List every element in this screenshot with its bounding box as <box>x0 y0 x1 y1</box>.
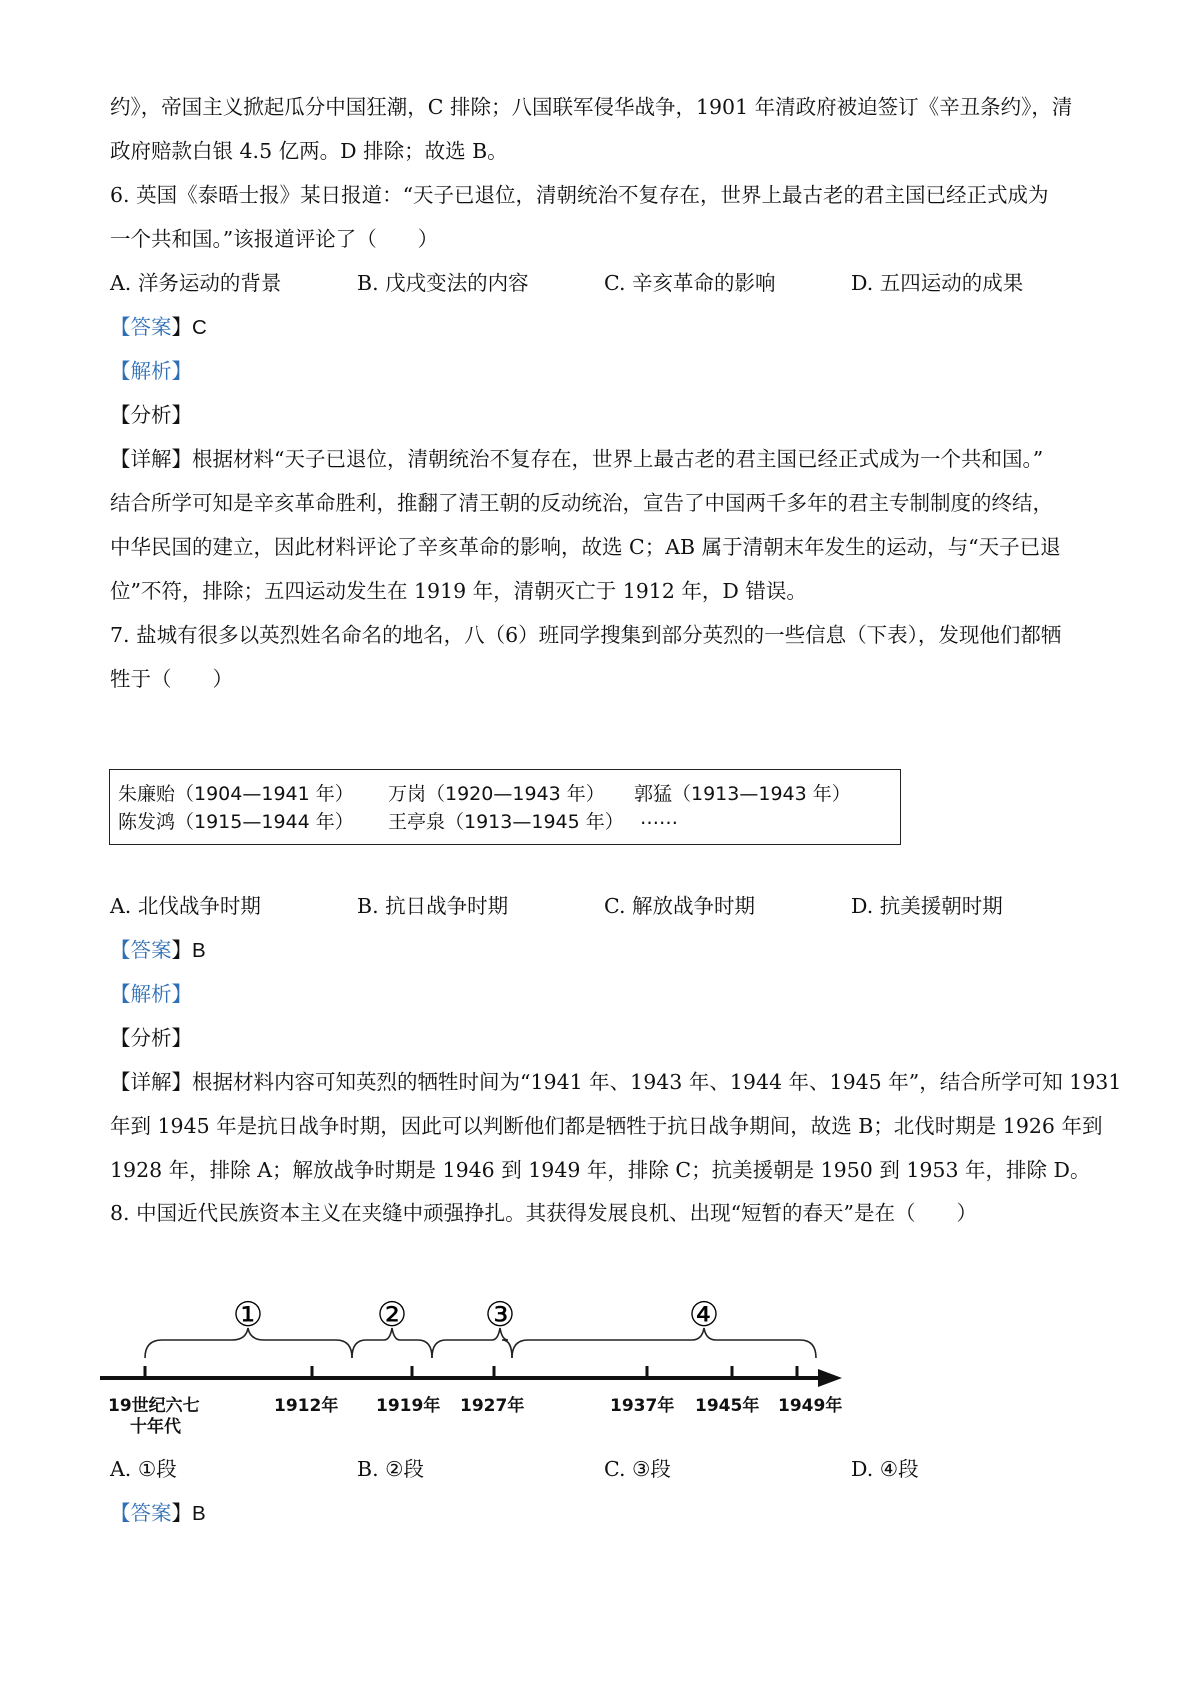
tick-label: 十年代 <box>130 1417 181 1437</box>
table-cell: 王亭泉（1913—1945 年） <box>388 811 624 833</box>
answer-label: 【答案】C <box>110 315 207 339</box>
brace <box>512 1328 816 1358</box>
table-cell: 朱廉贻（1904—1941 年） <box>118 783 354 805</box>
period-label: ④ <box>688 1295 720 1335</box>
option-b: B. ②段 <box>357 1457 424 1481</box>
option-a: A. 北伐战争时期 <box>110 894 261 918</box>
question-8-stem: 8. 中国近代民族资本主义在夹缝中顽强挣扎。其获得发展良机、出现“短暂的春天”是在（ ） <box>110 1201 978 1225</box>
text-line: 位”不符，排除；五四运动发生在 1919 年，清朝灭亡于 1912 年，D 错误。 <box>110 579 807 603</box>
answer-label: 【答案】B <box>110 938 206 962</box>
tick-label: 1937年 <box>610 1396 675 1416</box>
option-d: D. 五四运动的成果 <box>851 271 1024 295</box>
question-7-stem: 牲于（ ） <box>110 667 233 691</box>
text-line: 1928 年，排除 A；解放战争时期是 1946 到 1949 年，排除 C；抗美援朝是 1950 到 1953 年，排除 D。 <box>110 1158 1091 1182</box>
option-d: D. 抗美援朝时期 <box>851 894 1003 918</box>
answer-label: 【答案】B <box>110 1501 206 1525</box>
tick-label: 1945年 <box>695 1396 760 1416</box>
option-a: A. 洋务运动的背景 <box>110 271 282 295</box>
table-cell: 郭猛（1913—1943 年） <box>634 783 851 805</box>
option-c: C. ③段 <box>604 1457 671 1481</box>
detail-line: 【详解】根据材料内容可知英烈的牺牲时间为“1941 年、1943 年、1944 年、1945 年”，结合所学可知 1931 <box>110 1070 1122 1094</box>
period-label: ③ <box>484 1295 516 1335</box>
period-label: ① <box>232 1295 264 1335</box>
option-b: B. 抗日战争时期 <box>357 894 509 918</box>
text-line: 中华民国的建立，因此材料评论了辛亥革命的影响，故选 C；AB 属于清朝末年发生的运动，与“天子已退 <box>110 535 1061 559</box>
table-cell: 陈发鸿（1915—1944 年） <box>118 811 354 833</box>
tick-label: 19世纪六七 <box>108 1396 200 1416</box>
martyrs-table <box>109 769 901 845</box>
question-6-stem: 一个共和国。”该报道评论了（ ） <box>110 227 439 251</box>
option-b: B. 戊戌变法的内容 <box>357 271 529 295</box>
axis-arrow <box>818 1369 842 1387</box>
question-7-stem: 7. 盐城有很多以英烈姓名命名的地名，八（6）班同学搜集到部分英烈的一些信息（下表），发现他们都牺 <box>110 623 1062 647</box>
text-line: 年到 1945 年是抗日战争时期，因此可以判断他们都是牺牲于抗日战争期间，故选 B；北伐时期是 1926 年到 <box>110 1114 1103 1138</box>
period-label: ② <box>376 1295 408 1335</box>
fenxi-label: 【分析】 <box>110 403 192 427</box>
fenxi-label: 【分析】 <box>110 1026 192 1050</box>
timeline-diagram <box>100 1276 920 1446</box>
analysis-label: 【解析】 <box>110 982 192 1006</box>
text-line: 约》，帝国主义掀起瓜分中国狂潮，C 排除；八国联军侵华战争，1901 年清政府被迫签订《辛丑条约》，清 <box>110 95 1073 119</box>
text-line: 政府赔款白银 4.5 亿两。D 排除；故选 B。 <box>110 139 508 163</box>
table-cell: 万岗（1920—1943 年） <box>388 783 605 805</box>
text-line: 结合所学可知是辛亥革命胜利，推翻了清王朝的反动统治，宣告了中国两千多年的君主专制制度的终结， <box>110 491 1053 515</box>
tick-label: 1919年 <box>376 1396 441 1416</box>
question-6-stem: 6. 英国《泰晤士报》某日报道：“天子已退位，清朝统治不复存在，世界上最古老的君主国已经正式成为 <box>110 183 1049 207</box>
option-d: D. ④段 <box>851 1457 919 1481</box>
table-cell: …… <box>640 807 678 829</box>
option-c: C. 解放战争时期 <box>604 894 755 918</box>
option-c: C. 辛亥革命的影响 <box>604 271 776 295</box>
option-a: A. ①段 <box>110 1457 177 1481</box>
brace <box>145 1328 352 1358</box>
detail-line: 【详解】根据材料“天子已退位，清朝统治不复存在，世界上最古老的君主国已经正式成为一个共和国。” <box>110 447 1044 471</box>
tick-label: 1949年 <box>778 1396 843 1416</box>
analysis-label: 【解析】 <box>110 359 192 383</box>
tick-label: 1912年 <box>274 1396 339 1416</box>
tick-label: 1927年 <box>460 1396 525 1416</box>
